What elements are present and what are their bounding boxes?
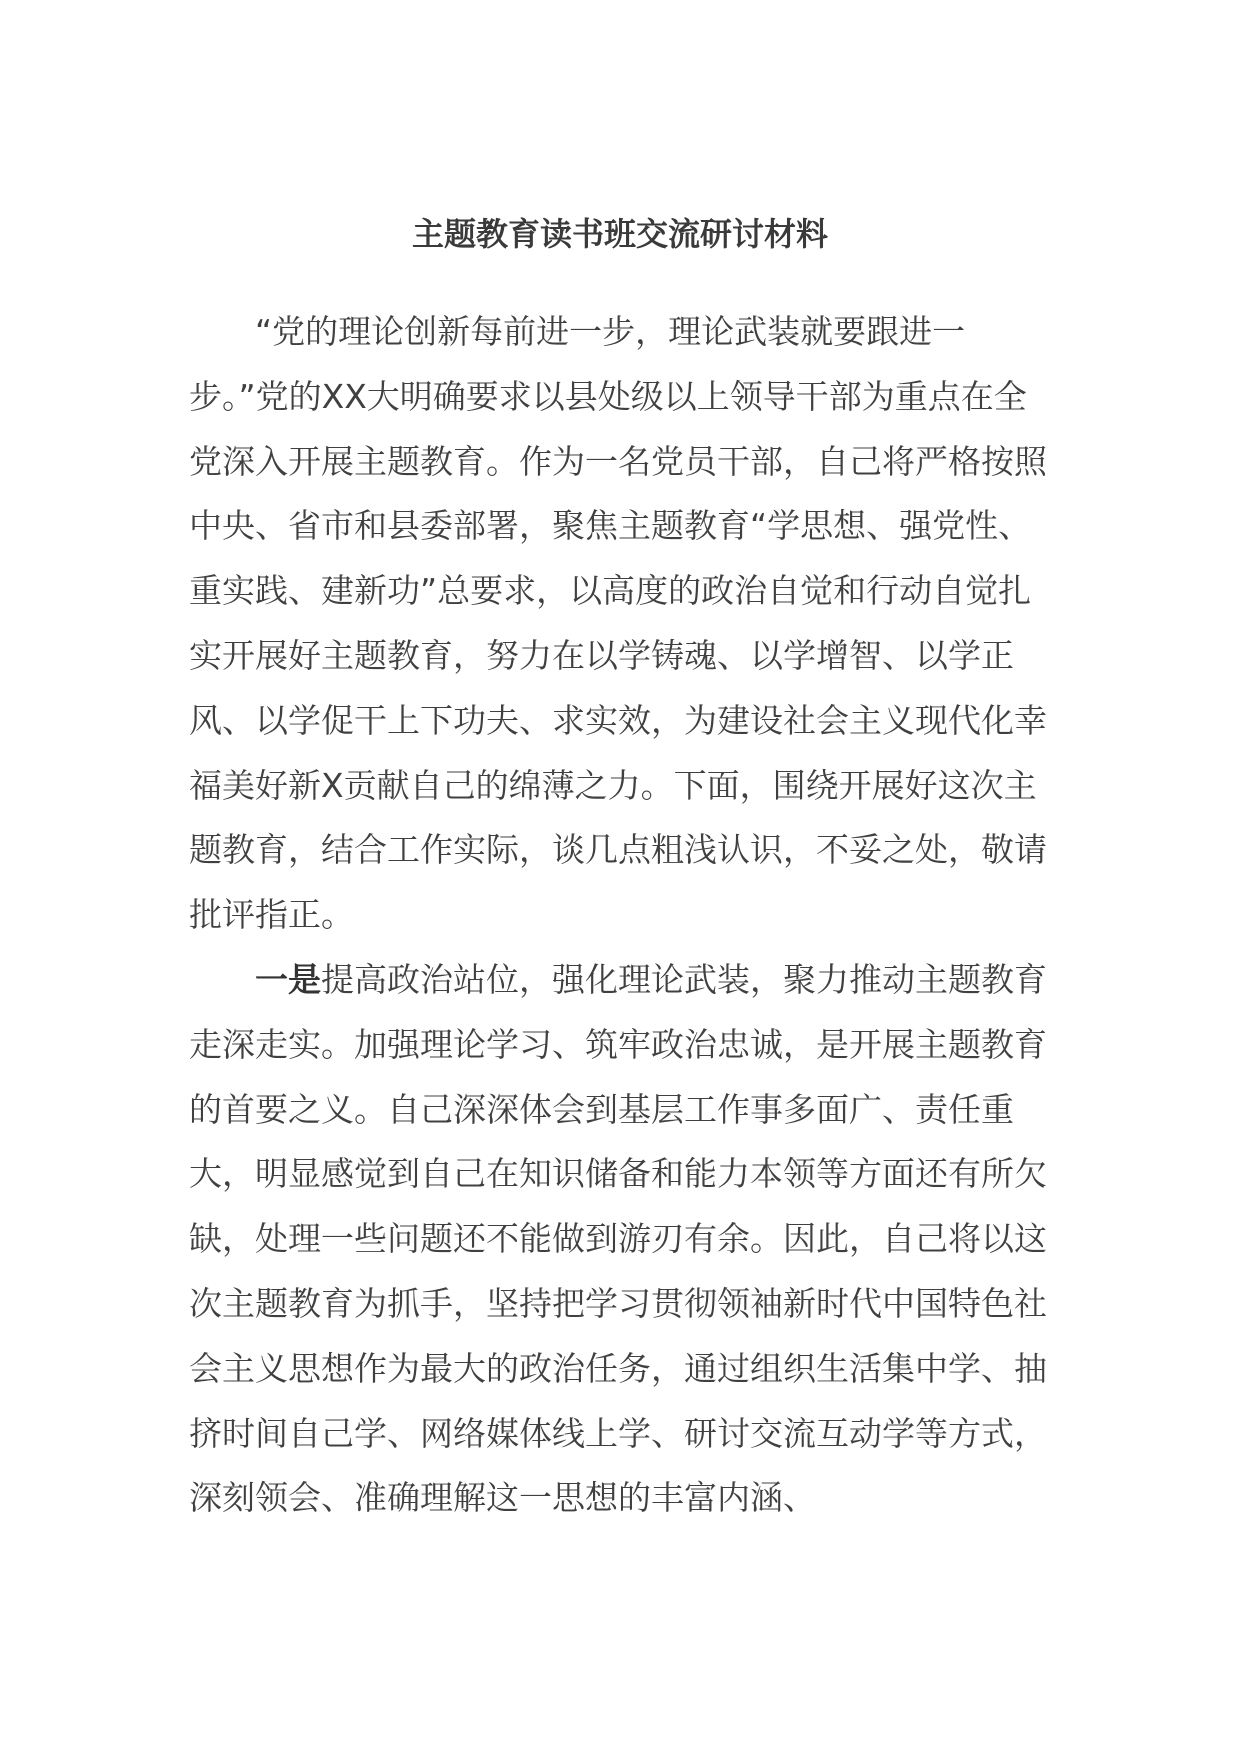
paragraph-lead: 一是 xyxy=(255,959,321,999)
paragraph-intro xyxy=(189,300,1059,948)
paragraph-point-one xyxy=(189,948,1059,1531)
paragraph-text: “党的理论创新每前进一步，理论武装就要跟进一步。”党的XX大明确要求以县处级以上领导干部为重点在全党深入开展主题教育。作为一名党员干部，自己将严格按照中央、省市和县委部署，聚焦主题教育“学思想、强党性、重实践、建新功”总要求，以高度的政治自觉和行动自觉扎实开展好主题教育，努力在以学铸魂、以学增智、以学正风、以学促干上下功夫、求实效，为建设社会主义现代化幸福美好新X贡献自己的绵薄之力。下面，围绕开展好这次主题教育，结合工作实际，谈几点粗浅认识，不妥之处，敬请批评指正。 xyxy=(189,312,1047,935)
paragraph-text: 提高政治站位，强化理论武装，聚力推动主题教育走深走实。加强理论学习、筑牢政治忠诚，是开展主题教育的首要之义。自己深深体会到基层工作事多面广、责任重大，明显感觉到自己在知识储备和能力本领等方面还有所欠缺，处理一些问题还不能做到游刃有余。因此，自己将以这次主题教育为抓手，坚持把学习贯彻领袖新时代中国特色社会主义思想作为最大的政治任务，通过组织生活集中学、抽挤时间自己学、网络媒体线上学、研讨交流互动学等方式，深刻领会、准确理解这一思想的丰富内涵、 xyxy=(189,959,1047,1518)
document-title: 主题教育读书班交流研讨材料 xyxy=(411,215,828,253)
document-body xyxy=(189,300,1059,1531)
